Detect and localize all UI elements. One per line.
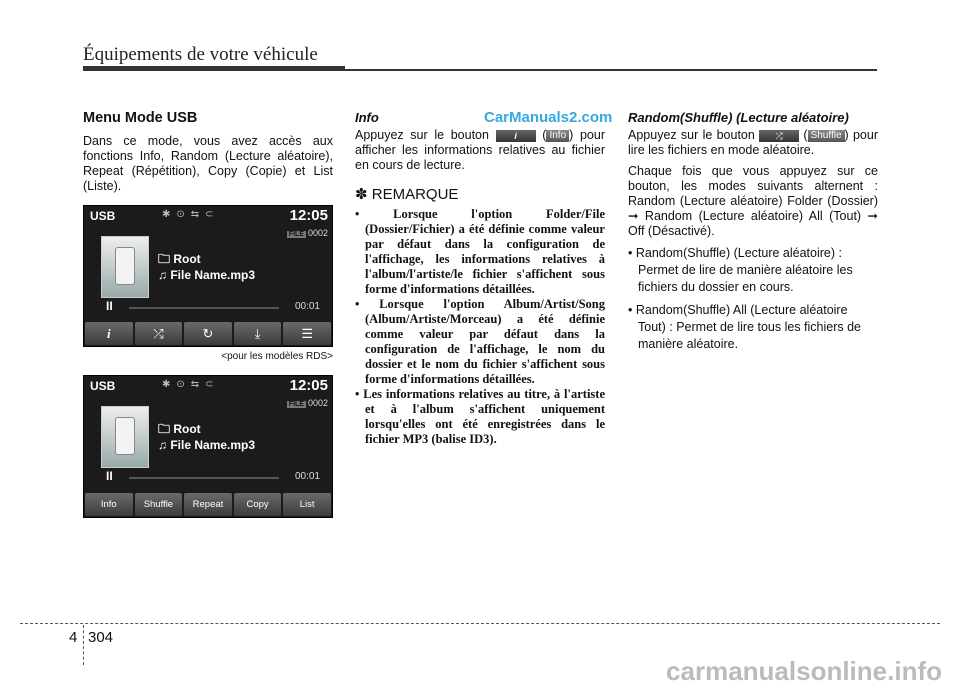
status-icons: ✱⊙⇆⊂ — [162, 209, 220, 220]
folder-name: 🗀 Root — [158, 422, 201, 436]
figure-caption: <pour les modèles RDS> — [221, 351, 333, 362]
shuffle-button[interactable]: Shuffle — [135, 493, 183, 516]
repeat-icon[interactable]: ↻ — [184, 322, 232, 345]
pause-icon: II — [106, 469, 113, 483]
usb-device-icon — [101, 236, 149, 298]
list-item: • Random(Shuffle) (Lecture aléatoire) : Permet de lire de manière aléatoire les fichiers du dossier en cours. — [628, 246, 853, 294]
progress-bar — [129, 307, 279, 309]
remarque-list — [355, 207, 605, 447]
shuffle-body: Appuyez sur le bouton ⤮ ( Shuffle ) pour lire les fichiers en mode aléatoire. — [628, 128, 879, 157]
section-heading-usb: Menu Mode USB — [83, 110, 198, 126]
screen-button-row — [84, 322, 332, 346]
shuffle-icon: ⤮ — [759, 130, 799, 142]
shuffle-icon[interactable]: ⤮ — [135, 322, 183, 345]
copy-button[interactable]: Copy — [234, 493, 282, 516]
shuffle-modes-text: Chaque fois que vous appuyez sur ce bouton, les modes suivants alternent : Random (Lecture aléatoire) Folder (Dossier) ➞ Random (Lecture aléatoire) All (Tout) ➞ Off (Désactivé). — [628, 164, 878, 238]
file-counter: FILE 0002 — [288, 398, 328, 408]
list-item: • Lorsque l'option Folder/File (Dossier/Fichier) a été définie comme valeur par défaut dans la configuration de l'affichage, les informations relatives à l'album/l'artiste/le fichier s'affichent sous forme d'informations détaillées. — [355, 207, 605, 296]
list-icon[interactable]: ☰ — [283, 322, 331, 345]
file-name: ♫ File Name.mp3 — [158, 438, 256, 452]
screen-clock: 12:05 — [289, 207, 328, 224]
shuffle-list — [628, 245, 878, 353]
folder-name: 🗀 Root — [158, 252, 201, 266]
list-button[interactable]: List — [283, 493, 331, 516]
footer-divider — [83, 625, 84, 665]
screen-button-row — [84, 493, 332, 517]
usb-intro-text: Dans ce mode, vous avez accès aux fonctions Info, Random (Lecture aléatoire), Repeat (Répétition), Copy (Copie) et List (Liste). — [83, 134, 333, 193]
repeat-button[interactable]: Repeat — [184, 493, 232, 516]
usb-screen-rds — [83, 205, 333, 347]
list-item: • Random(Shuffle) All (Lecture aléatoire Tout) : Permet de lire tous les fichiers de manière aléatoire. — [628, 303, 862, 351]
status-icons: ✱⊙⇆⊂ — [162, 379, 220, 390]
usb-device-icon — [101, 406, 149, 468]
shuffle-label-badge: Shuffle — [808, 130, 845, 142]
elapsed-time: 00:01 — [294, 471, 320, 482]
remarque-heading: ✽ REMARQUE — [355, 186, 459, 203]
pause-icon: II — [106, 299, 113, 313]
header-rule-thick — [83, 66, 345, 71]
section-heading-shuffle: Random(Shuffle) (Lecture aléatoire) — [628, 110, 849, 125]
page-number: 304 — [88, 629, 114, 646]
screen-source-label: USB — [90, 379, 116, 393]
footer-rule — [20, 623, 940, 624]
progress-bar — [129, 477, 279, 479]
list-item: • Lorsque l'option Album/Artist/Song (Album/Artiste/Morceau) a été définie comme valeur par défaut dans la configuration de l'affichage, le nom du dossier et le nom du fichier s'affichent sous forme d'informations détaillées. — [355, 297, 605, 386]
usb-screen-standard — [83, 375, 333, 518]
column-shuffle — [628, 110, 878, 359]
copy-icon[interactable]: ⤓ — [234, 322, 282, 345]
info-body: Appuyez sur le bouton i ( Info ) pour afficher les informations relatives au fichier en cours de lecture. — [355, 128, 605, 172]
watermark: CarManuals2.com — [484, 109, 613, 126]
info-button[interactable]: Info — [85, 493, 133, 516]
column-info — [355, 110, 605, 447]
screen-clock: 12:05 — [289, 377, 328, 394]
footer-watermark: carmanualsonline.info — [666, 656, 942, 686]
list-item: • Les informations relatives au titre, à l'artiste et à l'album s'affichent uniquement lorsqu'elles ont été enregistrées dans le fichier MP3 (balise ID3). — [355, 387, 605, 446]
file-name: ♫ File Name.mp3 — [158, 268, 256, 282]
screen-source-label: USB — [90, 209, 116, 223]
elapsed-time: 00:01 — [294, 301, 320, 312]
page-header-title: Équipements de votre véhicule — [83, 44, 318, 65]
header-rule-thin — [345, 69, 877, 71]
info-label-badge: Info — [546, 130, 569, 142]
column-usb-menu — [83, 110, 333, 200]
chapter-number: 4 — [69, 629, 78, 646]
file-counter: FILE 0002 — [288, 228, 328, 238]
info-icon: i — [496, 130, 536, 142]
info-icon[interactable]: i — [85, 322, 133, 345]
section-heading-info: Info — [355, 110, 379, 125]
